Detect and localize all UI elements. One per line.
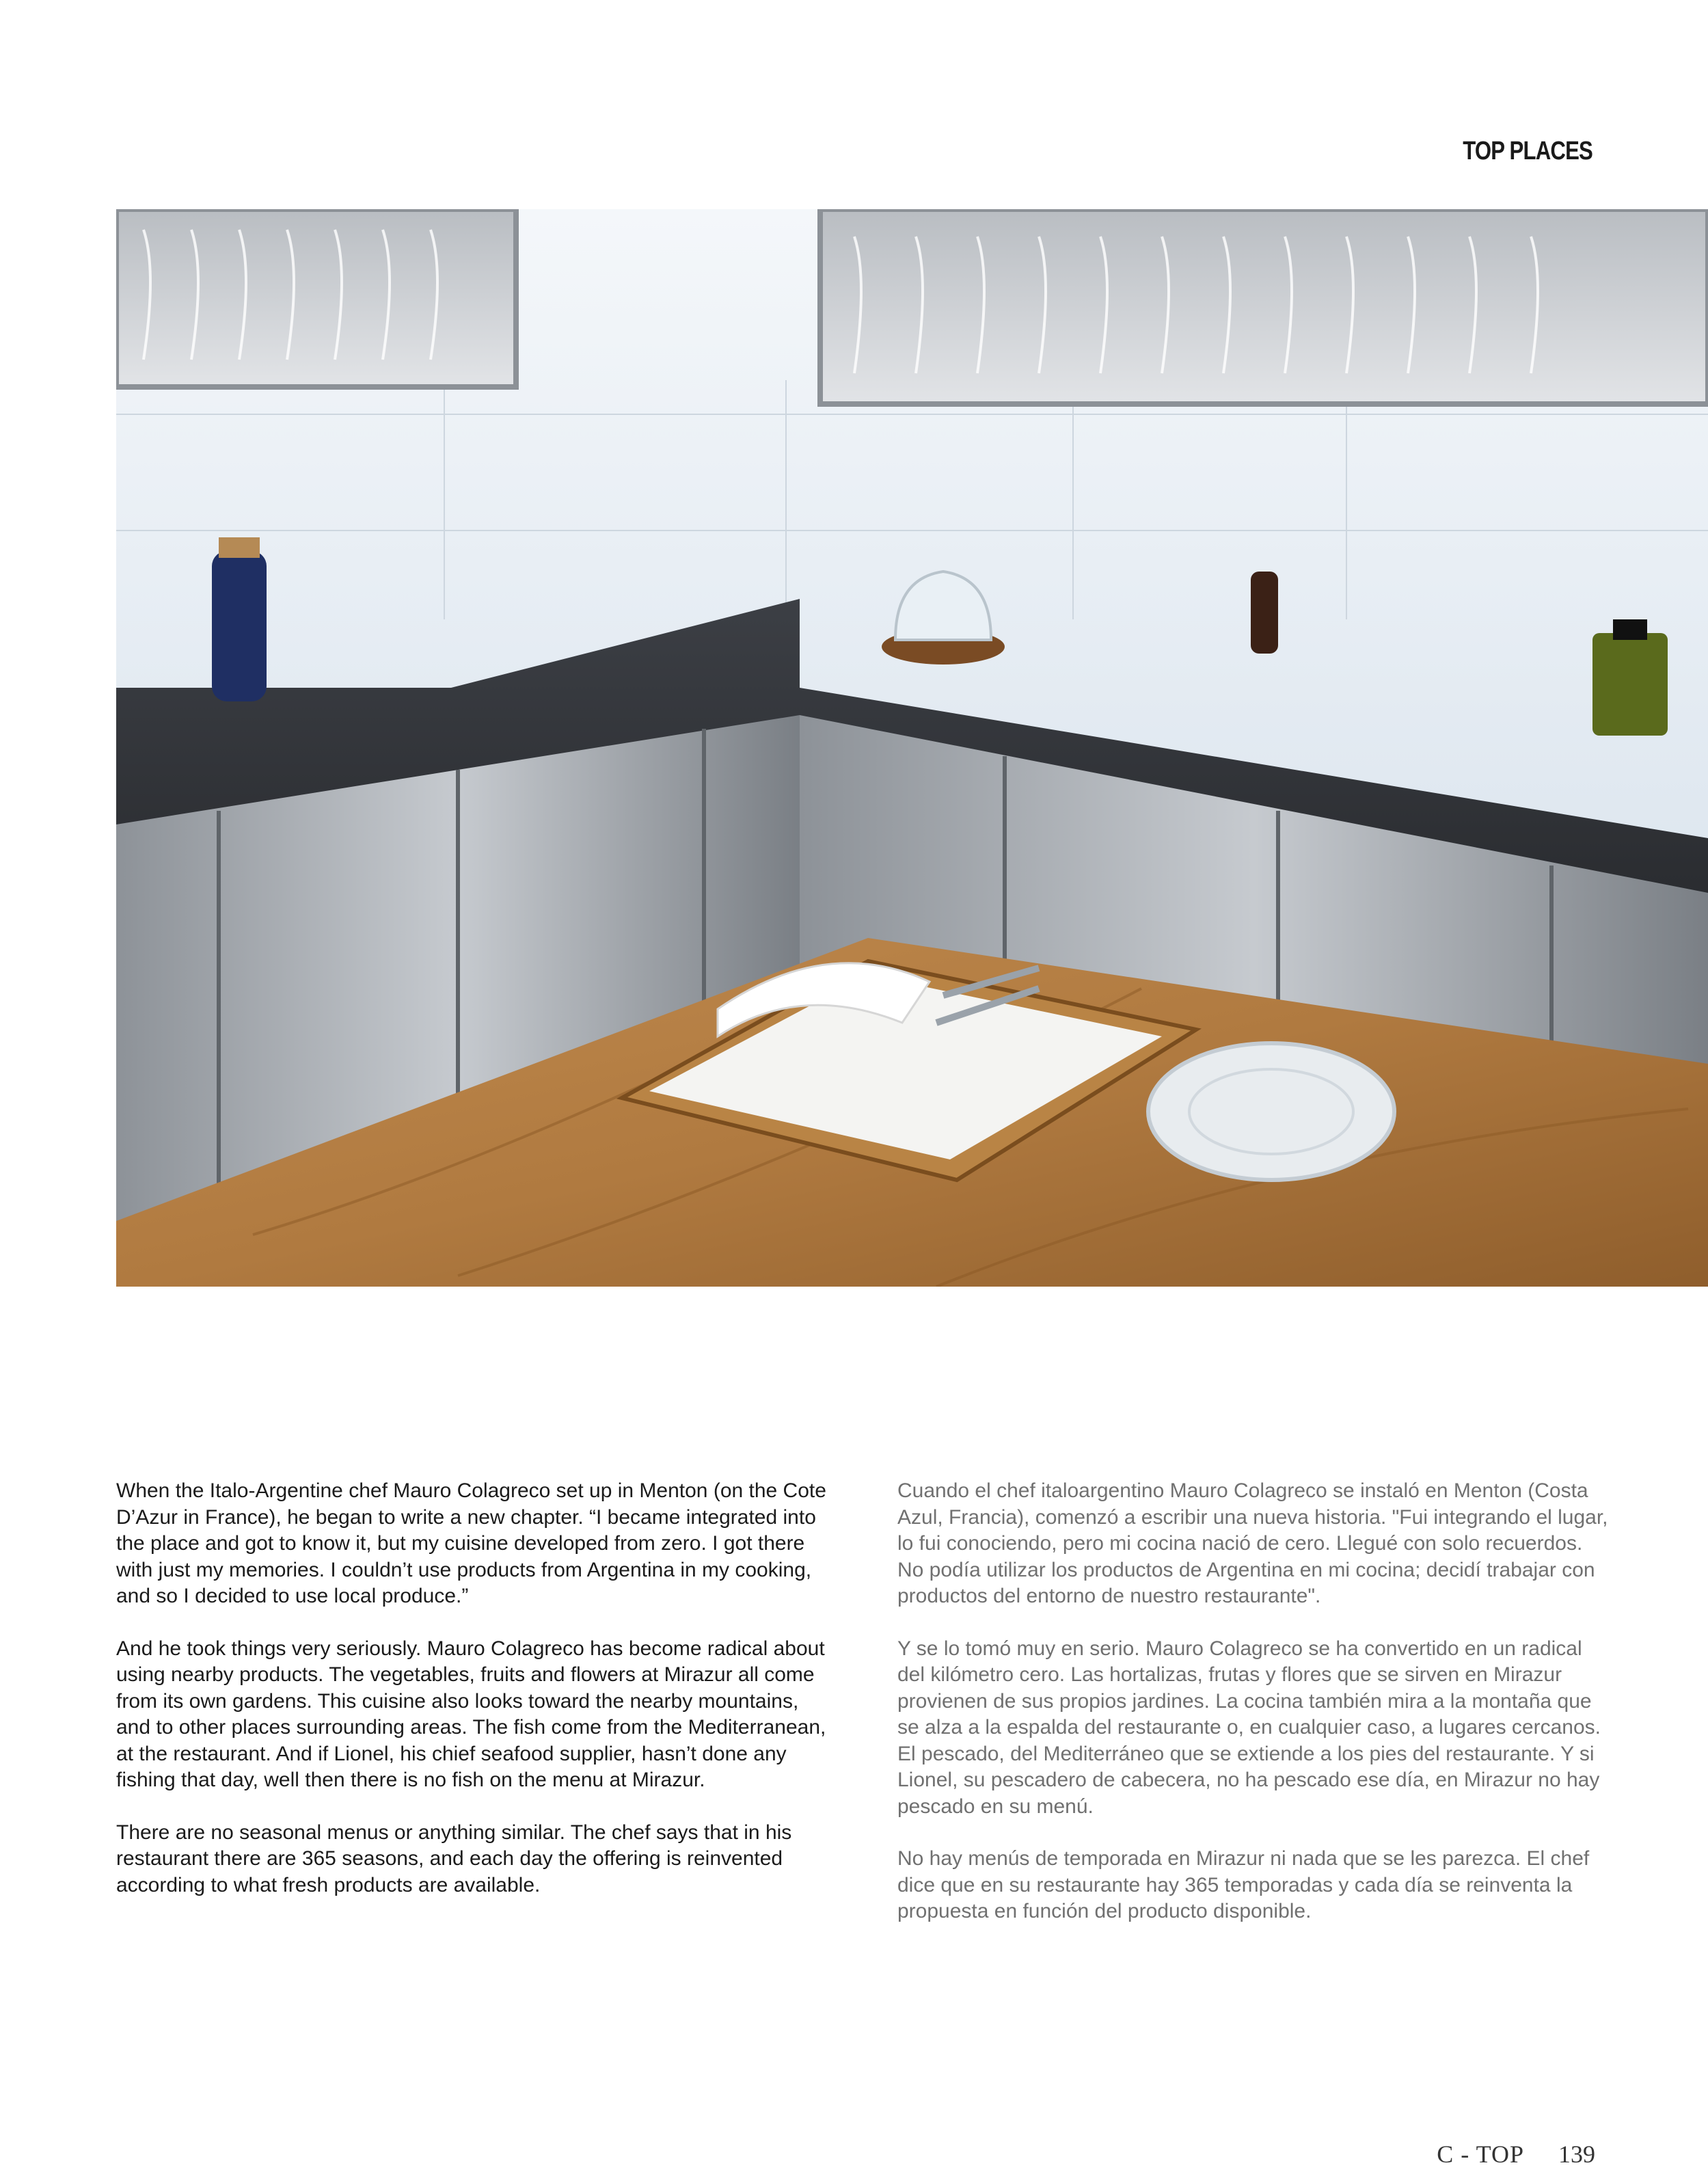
kitchen-illustration bbox=[116, 209, 1708, 1287]
kitchen-photo bbox=[116, 209, 1708, 1287]
spanish-paragraph: No hay menús de temporada en Mirazur ni nada que se les parezca. El chef dice que en su restaurante hay 365 temporadas y cada día se reinventa la propuesta en función del producto disponible. bbox=[897, 1847, 1590, 1922]
article-spanish bbox=[897, 1478, 1608, 1951]
page-number: 139 bbox=[1558, 2141, 1595, 2168]
section-tag: TOP PLACES bbox=[1463, 137, 1592, 165]
spanish-paragraph: Y se lo tomó muy en serio. Mauro Colagreco se ha convertido en un radical del kilómetro cero. Las hortalizas, frutas y flores que se sirven en Mirazur provienen de sus propios jardines. La cocina también mira a la montaña que se alza a la espalda del restaurante o, en cualquier caso, a lugares cercanos. El pescado, del Mediterráneo que se extiende a los pies del restaurante. Y si Lionel, su pescadero de cabecera, no ha pescado ese día, en Mirazur no hay pescado en su menú. bbox=[897, 1637, 1601, 1818]
english-paragraph: When the Italo-Argentine chef Mauro Colagreco set up in Menton (on the Cote D’Azur in France), he began to write a new chapter. “I became integrated into the place and got to know it, but my cuisine developed from zero. I got there with just my memories. I couldn’t use products from Argentina in my cooking, and so I decided to use local produce.” bbox=[116, 1479, 826, 1607]
english-paragraph: And he took things very seriously. Mauro Colagreco has become radical about using nearby products. The vegetables, fruits and flowers at Mirazur all come from its own gardens. This cuisine also looks toward the nearby mountains, and to other places surrounding areas. The fish come from the Mediterranean, at the restaurant. And if Lionel, his chief seafood supplier, hasn’t done any fishing that day, well then there is no fish on the menu at Mirazur. bbox=[116, 1637, 826, 1791]
spanish-paragraph: Cuando el chef italoargentino Mauro Colagreco se instaló en Menton (Costa Azul, Francia), comenzó a escribir una nueva historia. "Fui integrando el lugar, lo fui conociendo, pero mi cocina nació de cero. Llegué con solo recuerdos. No podía utilizar los productos de Argentina en mi cocina; decidí trabajar con productos del entorno de nuestro restaurante". bbox=[897, 1479, 1608, 1607]
english-paragraph: There are no seasonal menus or anything similar. The chef says that in his restaurant there are 365 seasons, and each day the offering is reinvented according to what fresh products are available. bbox=[116, 1821, 792, 1896]
article-english bbox=[116, 1478, 827, 1924]
magazine-brand: C - TOP bbox=[1437, 2141, 1524, 2168]
